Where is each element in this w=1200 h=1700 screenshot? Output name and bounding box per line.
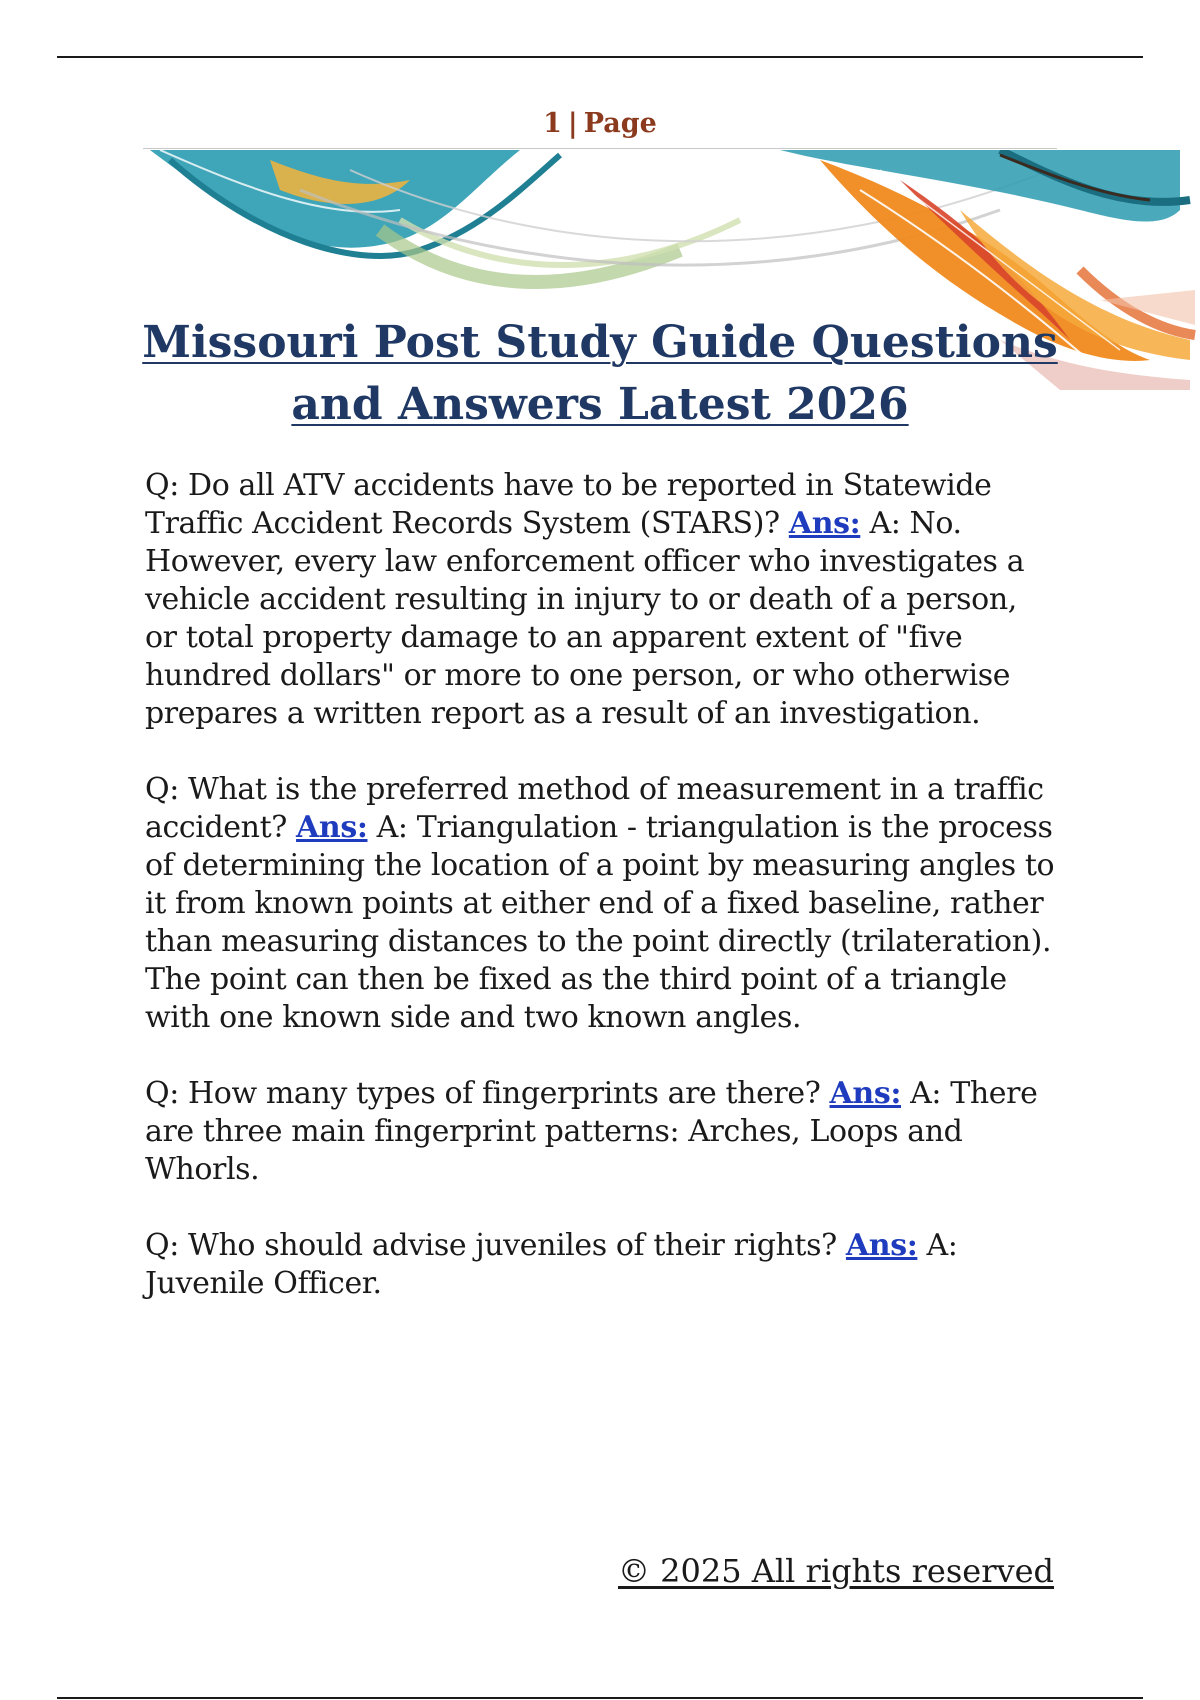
ans-link[interactable]: Ans: [845,1228,918,1263]
answer-text: A: There are three main fingerprint patterns: Arches, Loops and Whorls. [145,1076,1038,1187]
qa-item [145,771,1055,1037]
bottom-rule [57,1697,1143,1699]
header-divider [143,148,1057,149]
top-rule [57,56,1143,58]
question-text: Q: Do all ATV accidents have to be reported in Statewide Traffic Accident Records System (STARS)? [145,468,992,541]
answer-text: A: Juvenile Officer. [145,1228,958,1301]
question-text: Q: How many types of fingerprints are there? [145,1076,821,1111]
answer-text: A: Triangulation - triangulation is the process of determining the location of a point by measuring angles to it from known points at either end of a fixed baseline, rather than measuring distances to the point directly (trilateration). The point can then be fixed as the third point of a triangle with one known side and two known angles. [145,810,1055,1035]
question-text: Q: Who should advise juveniles of their rights? [145,1228,837,1263]
qa-item [145,1227,1055,1303]
question-text: Q: What is the preferred method of measurement in a traffic accident? [145,772,1044,845]
page-separator: | [567,108,578,139]
page-label: Page [583,108,657,139]
page-number: 1 [543,108,562,139]
ans-link[interactable]: Ans: [829,1076,901,1111]
ans-link[interactable]: Ans: [788,506,861,541]
copyright-footer: © 2025 All rights reserved [618,1552,1054,1590]
ans-link[interactable]: Ans: [296,810,368,845]
title-line-1: Missouri Post Study Guide Questions [142,317,1058,368]
qa-item [145,467,1055,733]
qa-item [145,1075,1055,1189]
answer-text: A: No. However, every law enforcement officer who investigates a vehicle accident resulting in injury to or death of a person, or total property damage to an apparent extent of "five hundred dollars" or more to one person, or who otherwise prepares a written report as a result of an investigation. [145,506,1025,731]
title-line-2: and Answers Latest 2026 [291,379,909,430]
qa-list [145,467,1055,1341]
document-title [120,312,1080,436]
page-header [0,108,1200,139]
